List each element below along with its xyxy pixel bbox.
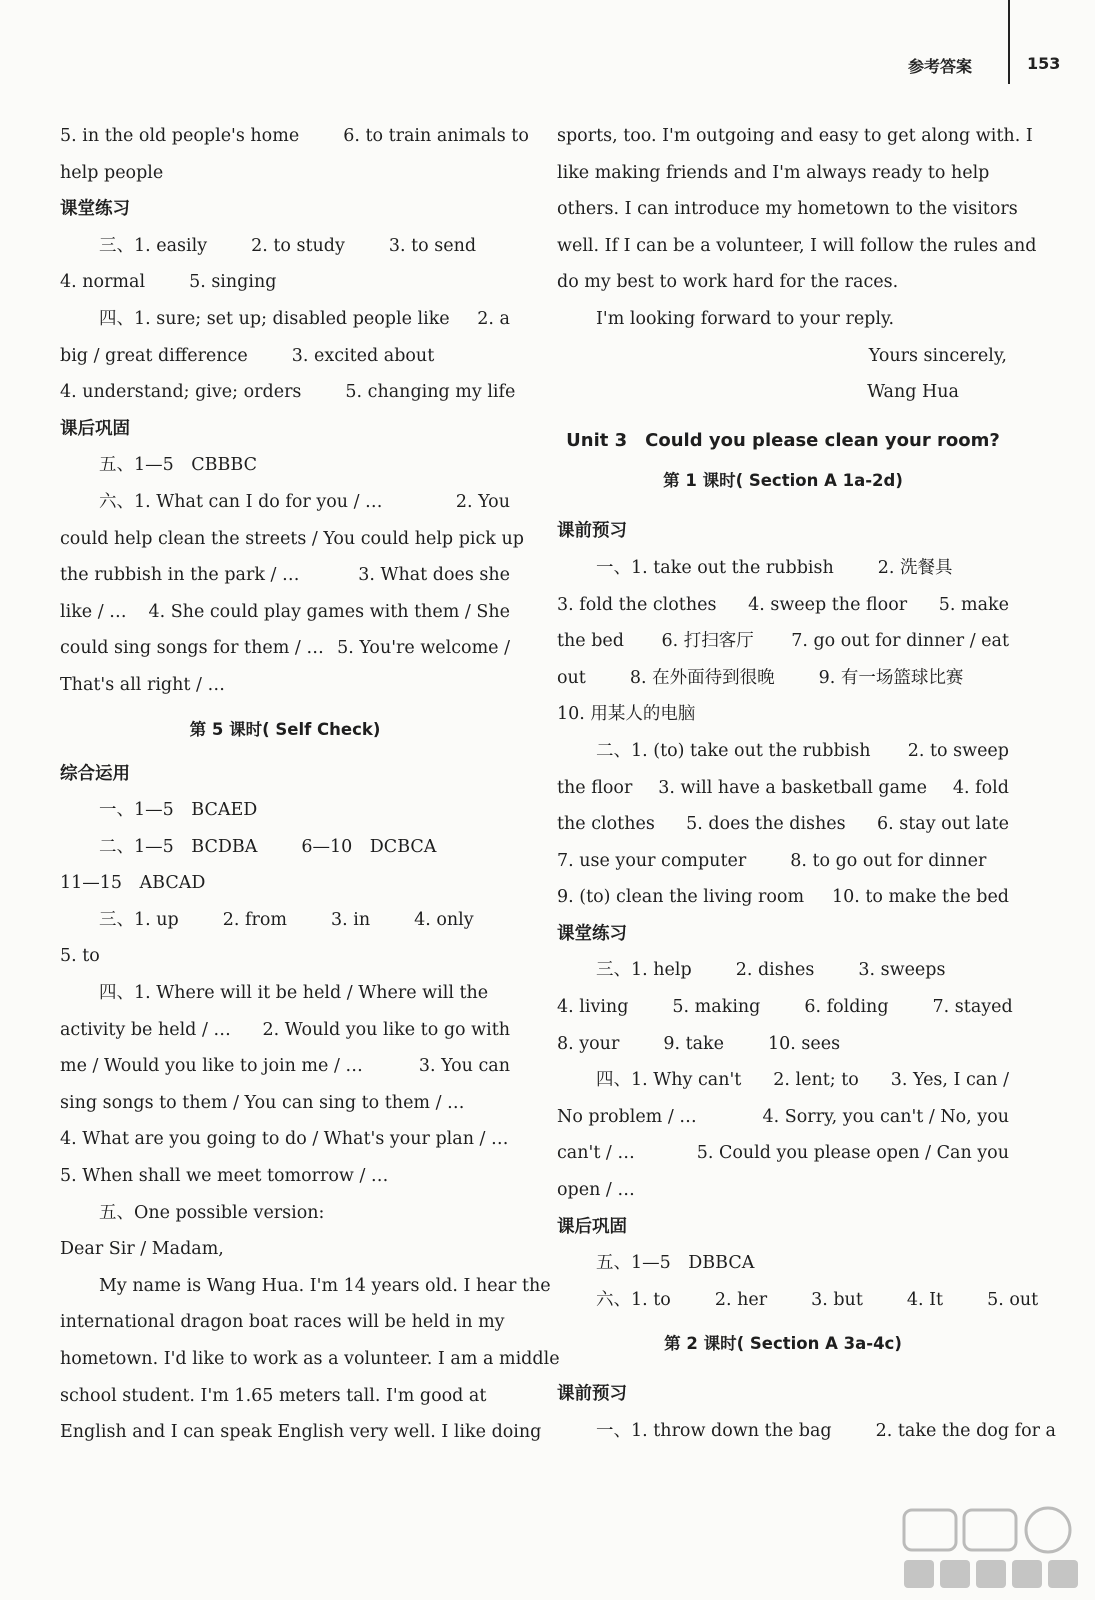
answer-line: like / … 4. She could play games with them / She — [60, 601, 510, 622]
answer-line: 11—15 ABCAD — [60, 873, 206, 894]
answer-line: 3. fold the clothes 4. sweep the floor 5. make — [557, 594, 1009, 615]
letter-line: international dragon boat races will be held in my — [60, 1312, 505, 1333]
answer-line: open / … — [557, 1180, 635, 1201]
answer-line: 二、1. (to) take out the rubbish 2. to sweep — [596, 740, 1009, 761]
running-header-title: 参考答案 — [908, 57, 973, 76]
answer-line: could sing songs for them / … 5. You're welcome / — [60, 638, 510, 659]
answer-line: 五、One possible version: — [99, 1202, 325, 1223]
letter-line: hometown. I'd like to work as a volunteer. I am a middle — [60, 1349, 560, 1369]
section-heading: 课后巩固 — [60, 418, 130, 439]
answer-line: big / great difference 3. excited about — [60, 345, 435, 366]
answer-line: 5. When shall we meet tomorrow / … — [60, 1166, 389, 1187]
section-heading: 课堂练习 — [60, 199, 130, 220]
answer-line: 4. understand; give; orders 5. changing my life — [60, 382, 516, 403]
answer-line: 四、1. Why can't 2. lent; to 3. Yes, I can / — [596, 1070, 1009, 1091]
lesson-title: 第 1 课时( Section A 1a-2d) — [663, 470, 903, 490]
answer-line: 8. your 9. take 10. sees — [557, 1033, 841, 1054]
section-heading: 课前预习 — [557, 521, 627, 542]
watermark-logo — [898, 1504, 1084, 1594]
left-column — [60, 118, 560, 1451]
answer-line: the floor 3. will have a basketball game 4. fold — [557, 777, 1009, 798]
section-heading: 课前预习 — [557, 1384, 627, 1405]
answer-line: 5. to — [60, 946, 100, 967]
answer-line: 一、1. take out the rubbish 2. 洗餐具 — [596, 557, 953, 578]
letter-line: English and I can speak English very well. I like doing — [60, 1422, 542, 1443]
answer-line: 六、1. to 2. her 3. but 4. It 5. out — [596, 1289, 1039, 1310]
answer-line: 一、1. throw down the bag 2. take the dog for a — [596, 1421, 1056, 1441]
right-column — [557, 118, 1056, 1450]
answer-line: 一、1—5 BCAED — [99, 800, 258, 821]
answer-line: could help clean the streets / You could help pick up — [60, 528, 524, 549]
letter-closing: Yours sincerely, — [868, 345, 1007, 366]
answer-line: That's all right / … — [60, 674, 225, 695]
answer-line: 三、1. help 2. dishes 3. sweeps — [596, 960, 946, 981]
unit-title: Unit 3 Could you please clean your room? — [566, 429, 1000, 451]
letter-line: others. I can introduce my hometown to the visitors — [557, 199, 1018, 220]
letter-line: school student. I'm 1.65 meters tall. I'm good at — [60, 1385, 487, 1406]
letter-line: sports, too. I'm outgoing and easy to get along with. I — [557, 126, 1033, 146]
answer-line: the bed 6. 打扫客厅 7. go out for dinner / eat — [557, 631, 1009, 652]
answer-line: 4. What are you going to do / What's your plan / … — [60, 1129, 509, 1150]
letter-line: do my best to work hard for the races. — [557, 272, 899, 293]
letter-line: like making friends and I'm always ready to help — [557, 162, 990, 183]
answer-line: 六、1. What can I do for you / … 2. You — [99, 491, 510, 512]
answer-line: the rubbish in the park / … 3. What does she — [60, 565, 510, 586]
answer-line: 五、1—5 CBBBC — [99, 455, 257, 476]
answer-line: 二、1—5 BCDBA 6—10 DCBCA — [99, 836, 437, 857]
letter-line: I'm looking forward to your reply. — [596, 308, 895, 329]
answer-line: me / Would you like to join me / … 3. You can — [60, 1056, 510, 1077]
section-heading: 综合运用 — [60, 763, 130, 784]
answer-line: 4. normal 5. singing — [60, 272, 277, 293]
answer-line: No problem / … 4. Sorry, you can't / No, you — [557, 1106, 1009, 1127]
lesson-title: 第 2 课时( Section A 3a-4c) — [664, 1334, 902, 1354]
answer-line: 7. use your computer 8. to go out for dinner — [557, 850, 987, 871]
answer-line: 5. in the old people's home 6. to train animals to — [60, 126, 529, 146]
answer-line: help people — [60, 162, 164, 183]
answer-line: 三、1. up 2. from 3. in 4. only — [99, 909, 474, 930]
answer-line: 三、1. easily 2. to study 3. to send — [99, 235, 477, 256]
answer-line: out 8. 在外面待到很晚 9. 有一场篮球比赛 — [557, 667, 964, 688]
letter-line: My name is Wang Hua. I'm 14 years old. I hear the — [99, 1275, 551, 1296]
answer-line: 四、1. Where will it be held / Where will the — [99, 983, 489, 1004]
answer-line: 四、1. sure; set up; disabled people like 2. a — [99, 308, 510, 329]
answer-line: 10. 用某人的电脑 — [557, 704, 696, 725]
answer-line: 五、1—5 DBBCA — [596, 1253, 755, 1274]
lesson-title: 第 5 课时( Self Check) — [189, 719, 381, 739]
letter-line: well. If I can be a volunteer, I will follow the rules and — [557, 235, 1037, 256]
letter-greeting: Dear Sir / Madam, — [60, 1239, 224, 1260]
answer-line: 4. living 5. making 6. folding 7. stayed — [557, 997, 1013, 1018]
letter-signature: Wang Hua — [867, 382, 959, 403]
page-number: 153 — [1027, 54, 1061, 73]
section-heading: 课堂练习 — [557, 923, 627, 944]
section-heading: 课后巩固 — [557, 1216, 627, 1237]
answer-line: 9. (to) clean the living room 10. to make the bed — [557, 887, 1009, 908]
answer-line: the clothes 5. does the dishes 6. stay out late — [557, 814, 1009, 835]
answer-line: activity be held / … 2. Would you like to go with — [60, 1019, 510, 1040]
header-rule — [1008, 0, 1010, 84]
answer-line: can't / … 5. Could you please open / Can you — [557, 1143, 1009, 1164]
answer-line: sing songs to them / You can sing to them / … — [60, 1092, 465, 1113]
